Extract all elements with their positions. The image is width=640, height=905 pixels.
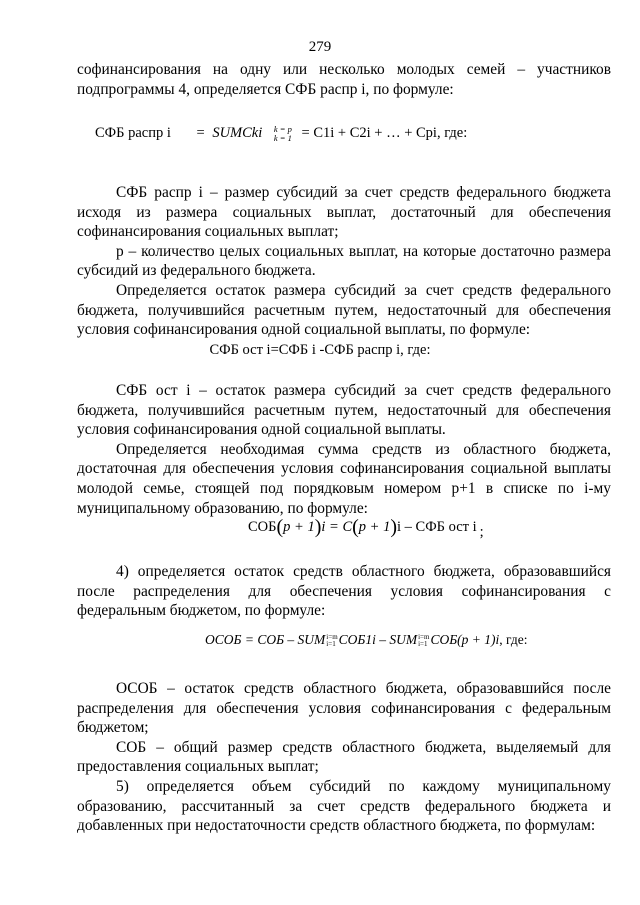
formula-text: СФБ ост i=СФБ i -СФБ распр i, где: (209, 342, 431, 358)
paren-close: ) (314, 516, 322, 538)
formula-sob-mid1: i = C (321, 519, 353, 535)
paren-close-2: ) (390, 516, 398, 538)
formula-sob-end: ; (479, 524, 484, 540)
paragraph-osob-intro: 4) определяется остаток средств областного бюджета, образовавшийся после распределения для обеспечения условия софинансирования с федеральным бюджетом, по формуле: (77, 563, 611, 620)
paragraph-group-2 (77, 183, 611, 340)
paren-open: ( (276, 516, 284, 538)
formula-sfb-ost (0, 341, 640, 361)
formula-sob-arg1: p + 1 (283, 519, 315, 535)
formula-sob-arg2: p + 1 (358, 519, 391, 535)
paragraph-group-5 (77, 679, 611, 836)
formula-eq: = (196, 125, 205, 141)
paragraph-group-3 (77, 381, 611, 518)
formula-limit-bottom: k = 1 (273, 132, 292, 143)
paragraph-definition-sfb-ost: СФБ ост i – остаток размера субсидий за счет средств федерального бюджета, получившийся расчетным путем, недостаточный для обеспечения условия софинансирования одной социальной выплаты. (77, 382, 611, 439)
formula-osob-part3: СОБ(p + 1)i (430, 632, 500, 647)
limit-1-top: i=m (326, 632, 338, 641)
formula-limit-top: k = p (273, 123, 292, 134)
formula-sob-lhs: СОБ (248, 519, 277, 535)
page-number: 279 (308, 39, 332, 55)
formula-osob-part1: ОСОБ = СОБ – SUM (205, 632, 326, 647)
paragraph-definition-sob: СОБ – общий размер средств областного бюджета, выделяемый для предоставления социальных выплат; (77, 738, 611, 776)
paragraph-remainder-intro: Определяется остаток размера субсидий за счет средств федерального бюджета, получившийся расчетным путем, недостаточный для обеспечения условия софинансирования одной социальной выплаты, по формуле: (77, 281, 611, 339)
formula-sum: SUMCki (212, 125, 263, 141)
paragraph-definition-p: p – количество целых социальных выплат, на которые достаточно размера субсидий из федерального бюджета. (77, 242, 611, 280)
paragraph-intro: софинансирования на одну или несколько молодых семей – участников подпрограммы 4, определяется СФБ распр i, по формуле: (77, 61, 611, 98)
formula-sob-mid2: i – СФБ ост i (397, 519, 477, 535)
paragraph-regional-sum-intro: Определяется необходимая сумма средств из областного бюджета, достаточная для обеспечения условия софинансирования социальной выплаты молодой семье, стоящей под порядковым номером p+1 в списке по i-му муниципальному образованию, по формуле: (77, 440, 611, 517)
formula-osob-limits-1 (326, 634, 337, 648)
paragraph-definition-sfb-raspr: СФБ распр i – размер субсидий за счет средств федерального бюджета исходя из размера социальных выплат, достаточный для обеспечения софинансирования социальных выплат; (77, 184, 611, 241)
paragraph-subsidy-intro: 5) определяется объем субсидий по каждому муниципальному образованию, рассчитанный за счет средств федерального бюджета и добавленных при недостаточности средств областного бюджета, по формулам: (77, 777, 611, 835)
limit-2-top: i=m (418, 632, 430, 641)
limit-1-bottom: i=1 (326, 639, 336, 648)
formula-osob (205, 630, 640, 650)
formula-sum-limits (274, 125, 292, 143)
formula-sfb-raspr (95, 124, 640, 144)
paragraph-definition-osob: ОСОБ – остаток средств областного бюджета, образовавшийся после распределения для обеспечения условия софинансирования с федеральным бюджетом; (77, 680, 611, 737)
formula-osob-part2: СОБ1i – SUM (338, 632, 418, 647)
formula-rhs: = C1i + C2i + … + Cpi, где: (301, 125, 468, 141)
formula-osob-end: , где: (499, 632, 528, 647)
paragraph-group-1 (77, 60, 611, 99)
formula-sob (248, 518, 640, 538)
paragraph-group-4 (77, 562, 611, 621)
formula-osob-limits-2 (418, 634, 429, 648)
paren-open-2: ( (352, 516, 359, 538)
formula-lhs: СФБ распр i (95, 125, 171, 141)
limit-2-bottom: i=1 (418, 639, 428, 648)
